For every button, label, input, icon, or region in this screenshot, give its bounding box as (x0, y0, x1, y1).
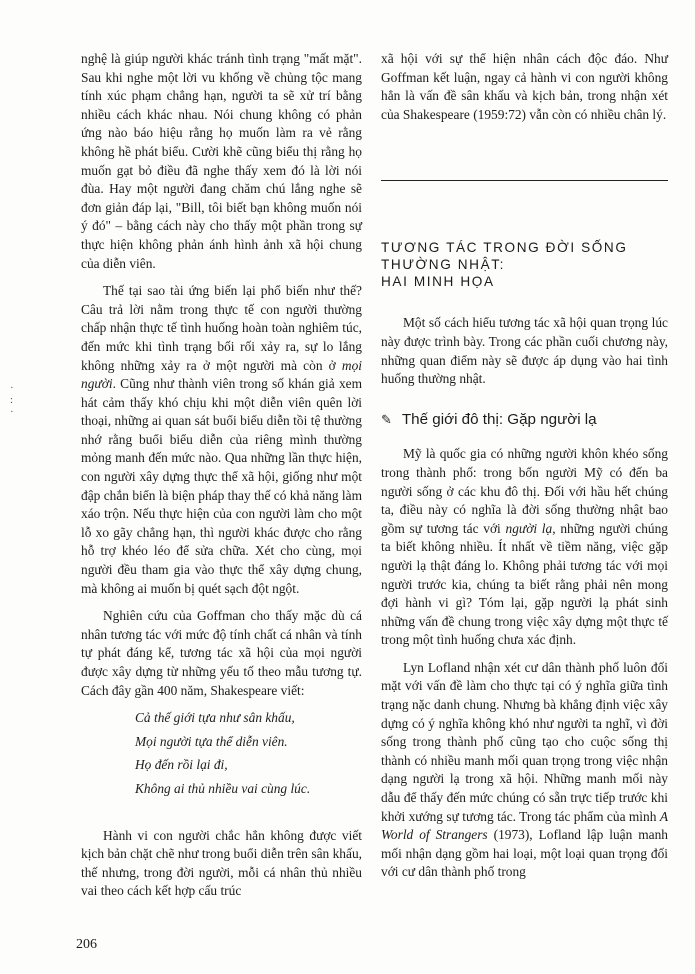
paragraph: Lyn Lofland nhận xét cư dân thành phố luôn đối mặt với vấn đề làm cho thực tại có ý nghĩa giữa tình trạng nặc danh chung. Nhưng bà khẳng định việc xây dựng có ý nghĩa không khó như người ta nghĩ, vì đời sống trong thành phố cũng tạo cho cuộc sống thị thành có nhiều manh mối quan trọng trong việc nhận dạng người lạ trong xã hội. Những manh mối này dẫu để thấy đến mức chúng có sẵn trực tiếp trước khi khởi xướng sự tương tác. Trong tác phẩm của mình A World of Strangers (1973), Lofland lập luận manh mối nhận dạng gồm hai loại, một loại quan trọng đối với cư dân thành phố trong (381, 659, 669, 880)
section-title-line: HAI MINH HỌA (381, 274, 495, 290)
page-number: 206 (76, 937, 97, 952)
paragraph: Thế tại sao tài ứng biến lại phổ biến như thế? Câu trả lời nằm trong thực tế con người thường chấp nhận thực tế tình huống hoàn toàn nghiêm túc, đến mức khi tình trạng bối rối xảy ra, sự lo lắng không những xảy ra ở một người mà còn ở mọi người. Cũng như thành viên trong số khán giả xem hát cảm thấy khó chịu khi một diễn viên quên lời thoại, những ai quan sát buổi biểu diễn tồi tệ thường nhớ rằng buổi biểu diễn của riêng mình thường mỏng manh đến mức nào. Qua những lần thực hiện, con người xây dựng thực thể xã hội, giống như một đập chắn biển là biện pháp thay thế có khả năng làm xáo trộn. Nếu thực hiện của con người làm cho một lỗ xo gãy chẳng hạn, thì người khác được cho rằng hỗ trợ khéo léo để sửa chữa. Xét cho cùng, mọi người đều tham gia vào thực thể xây dựng chung, mà không ai muốn bị quét sạch đột ngột. (81, 283, 362, 596)
poem-quote (135, 709, 362, 798)
ornament-icon: ✎ (381, 411, 392, 427)
subsection-title: Thế giới đô thị: Gặp người lạ (401, 410, 597, 428)
section-title (381, 239, 668, 290)
paragraph: Hành vi con người chắc hẳn không được viết kịch bản chặt chẽ như trong buổi diễn trên sân khấu, thế nhưng, trong đời người, mỗi cá nhân thủ nhiều vai theo cách kết hợp cấu trúc (81, 827, 362, 899)
section-divider (381, 180, 668, 181)
poem-line: Họ đến rồi lại đi, (135, 757, 228, 773)
paragraph: Mỹ là quốc gia có những người khôn khéo sống trong thành phố: trong bốn người Mỹ có đến ba người sống ở các khu đô thị. Đối với hầu hết chúng ta, điều này có nghĩa là đời sống thường nhật bao gồm sự tương tác với người lạ, những người chúng ta biết không nhiều. Ít nhất về tiềm năng, việc gặp người lạ thật đáng lo. Không phải tương tác với mọi người trước kia, chúng ta biết rằng phải nên mong đợi hành vi gì? Tóm lại, gặp người lạ phát sinh những vấn đề chung trong việc xây dựng một thực tế trong một tình huống chưa xác định. (381, 446, 668, 648)
poem-line: Mọi người tựa thể diễn viên. (135, 733, 288, 749)
section-title-line: THƯỜNG NHẬT: (381, 257, 506, 273)
poem-line: Cả thế giới tựa như sân khấu, (135, 710, 295, 726)
paragraph: Một số cách hiểu tương tác xã hội quan trọng lúc này được trình bày. Trong các phần cuối chương này, những quan điểm này sẽ được áp dụng vào hai tình huống thường nhật. (381, 315, 668, 387)
paragraph: nghệ là giúp người khác tránh tình trạng "mất mặt". Sau khi nghe một lời vu khống về chủng tộc mang tính xúc phạm chẳng hạn, người ta sẽ xử trí bằng nhiều cách khác nhau. Nói chung không có phản ứng nào báo hiệu rằng họ muốn làm ra vẻ rằng không hề phát biểu. Cười khẽ cũng biểu thị rằng họ muốn gạt bỏ điều đã nghe thấy xem đó là lời nói đùa. Hay một người đang chăm chú lắng nghe sẽ đơn giản đáp lại, "Bill, tôi biết bạn không muốn nói ý đó" – bằng cách này cho thấy một phần trong sự thực hiện không phản ánh hình ảnh xã hội chung của diễn viên. (81, 51, 362, 271)
right-column (381, 50, 668, 891)
subsection-heading (381, 411, 668, 430)
section-title-line: TƯƠNG TÁC TRONG ĐỜI SỐNG (381, 240, 628, 256)
poem-line: Không ai thủ nhiều vai cùng lúc. (135, 780, 311, 796)
paragraph: Nghiên cứu của Goffman cho thấy mặc dù cá nhân tương tác với mức độ tính chất cá nhân và tính tự phát đáng kể, tương tác xã hội của mọi người được xây dựng từ những yếu tố theo mẫu tương tự. Cách đây gần 400 năm, Shakespeare viết: (81, 608, 362, 698)
left-column (81, 50, 362, 910)
paragraph: xã hội với sự thể hiện nhân cách độc đáo. Như Goffman kết luận, ngay cả hành vi con người không hẳn là vấn đề sân khấu và kịch bản, trong nhận xét của Shakespeare (1959:72) vẫn còn có nhiều chân lý. (381, 51, 668, 122)
margin-marks: · : · (10, 382, 14, 418)
